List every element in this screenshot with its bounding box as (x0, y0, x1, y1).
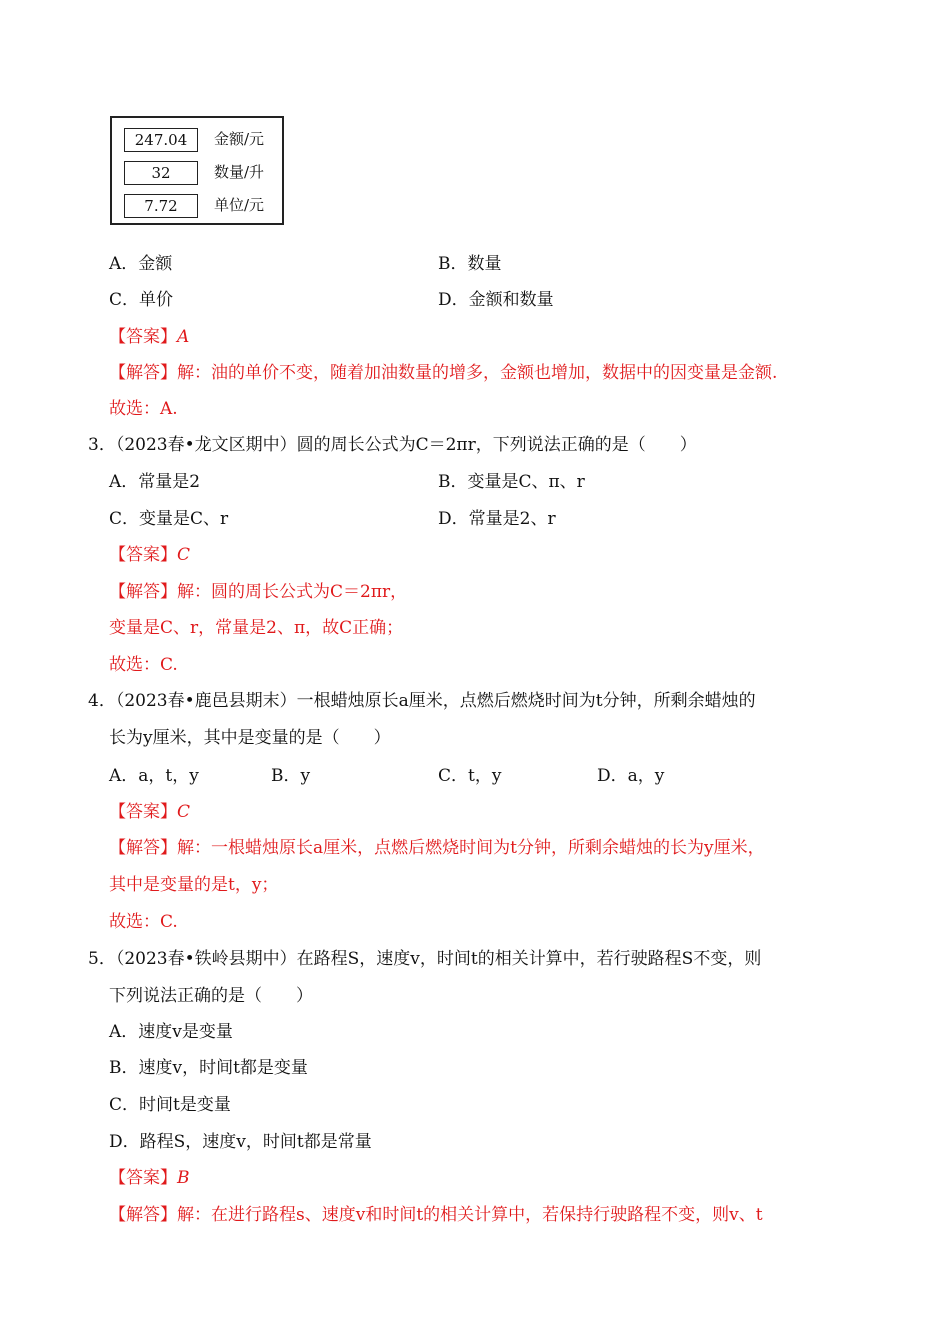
q3-option-d: D．常量是2、r (438, 509, 556, 529)
q3-option-c: C．变量是C、r (109, 509, 229, 529)
fuel-pump-figure (110, 116, 284, 225)
amount-label: 金额/元 (214, 130, 265, 148)
q5-solution (109, 1204, 763, 1226)
solution-tag: 【解答】 (109, 582, 177, 602)
q3-solution (109, 581, 407, 603)
q2-answer (109, 326, 189, 348)
q5-option-a: A．速度v是变量 (109, 1022, 233, 1042)
q2-option-d: D．金额和数量 (438, 290, 554, 310)
q3-answer (109, 544, 190, 566)
answer-letter: A (177, 327, 190, 347)
q5-option-b: B．速度v，时间t都是变量 (109, 1058, 308, 1078)
q5-stem-line2: 下列说法正确的是（ ） (109, 986, 313, 1006)
q3-option-a: A．常量是2 (109, 472, 201, 492)
q2-option-c: C．单价 (109, 290, 174, 310)
q4-solution (109, 837, 765, 859)
answer-tag: 【答案】 (109, 327, 177, 347)
q2-solution (109, 362, 777, 384)
q4-stem-line2: 长为y厘米，其中是变量的是（ ） (109, 728, 391, 748)
q5-answer (109, 1167, 190, 1189)
answer-tag: 【答案】 (109, 545, 177, 565)
q4-conclusion: 故选：C. (109, 912, 178, 932)
q3-solution-line2: 变量是C、r，常量是2、π，故C正确； (109, 618, 404, 638)
answer-letter: C (177, 545, 191, 565)
q4-answer (109, 801, 190, 823)
solution-text: 解：圆的周长公式为C＝2πr， (177, 582, 408, 602)
q5-stem-line1: 5．（2023春•铁岭县期中）在路程S，速度v，时间t的相关计算中，若行驶路程S不变，则 (88, 949, 762, 969)
amount-value: 247.04 (124, 128, 198, 152)
solution-tag: 【解答】 (109, 838, 177, 858)
answer-tag: 【答案】 (109, 802, 177, 822)
q2-option-a: A．金额 (109, 254, 173, 274)
solution-text: 解：油的单价不变，随着加油数量的增多，金额也增加，数据中的因变量是金额. (177, 363, 778, 383)
q4-option-d: D．a，y (597, 766, 665, 786)
q4-option-a: A．a，t，y (109, 766, 199, 786)
q4-option-b: B．y (271, 766, 311, 786)
solution-tag: 【解答】 (109, 1205, 177, 1225)
q2-conclusion: 故选：A. (109, 399, 178, 419)
answer-letter: C (177, 802, 191, 822)
unit-price-value: 7.72 (124, 194, 198, 218)
solution-text: 解：在进行路程s、速度v和时间t的相关计算中，若保持行驶路程不变，则v、t (177, 1205, 763, 1225)
q4-solution-line2: 其中是变量的是t，y； (109, 875, 279, 895)
q5-option-d: D．路程S，速度v，时间t都是常量 (109, 1132, 372, 1152)
q4-stem-line1: 4．（2023春•鹿邑县期末）一根蜡烛原长a厘米，点燃后燃烧时间为t分钟，所剩余蜡烛的 (88, 691, 756, 711)
quantity-value: 32 (124, 161, 198, 185)
q3-conclusion: 故选：C. (109, 655, 178, 675)
q2-option-b: B．数量 (438, 254, 502, 274)
solution-text: 解：一根蜡烛原长a厘米，点燃后燃烧时间为t分钟，所剩余蜡烛的长为y厘米， (177, 838, 765, 858)
answer-letter: B (177, 1168, 190, 1188)
q3-stem: 3．（2023春•龙文区期中）圆的周长公式为C＝2πr，下列说法正确的是（ ） (88, 435, 697, 455)
q3-option-b: B．变量是C、π、r (438, 472, 585, 492)
q4-option-c: C．t，y (438, 766, 502, 786)
unit-price-label: 单位/元 (214, 196, 265, 214)
solution-tag: 【解答】 (109, 363, 177, 383)
q5-option-c: C．时间t是变量 (109, 1095, 231, 1115)
quantity-label: 数量/升 (214, 163, 265, 181)
answer-tag: 【答案】 (109, 1168, 177, 1188)
